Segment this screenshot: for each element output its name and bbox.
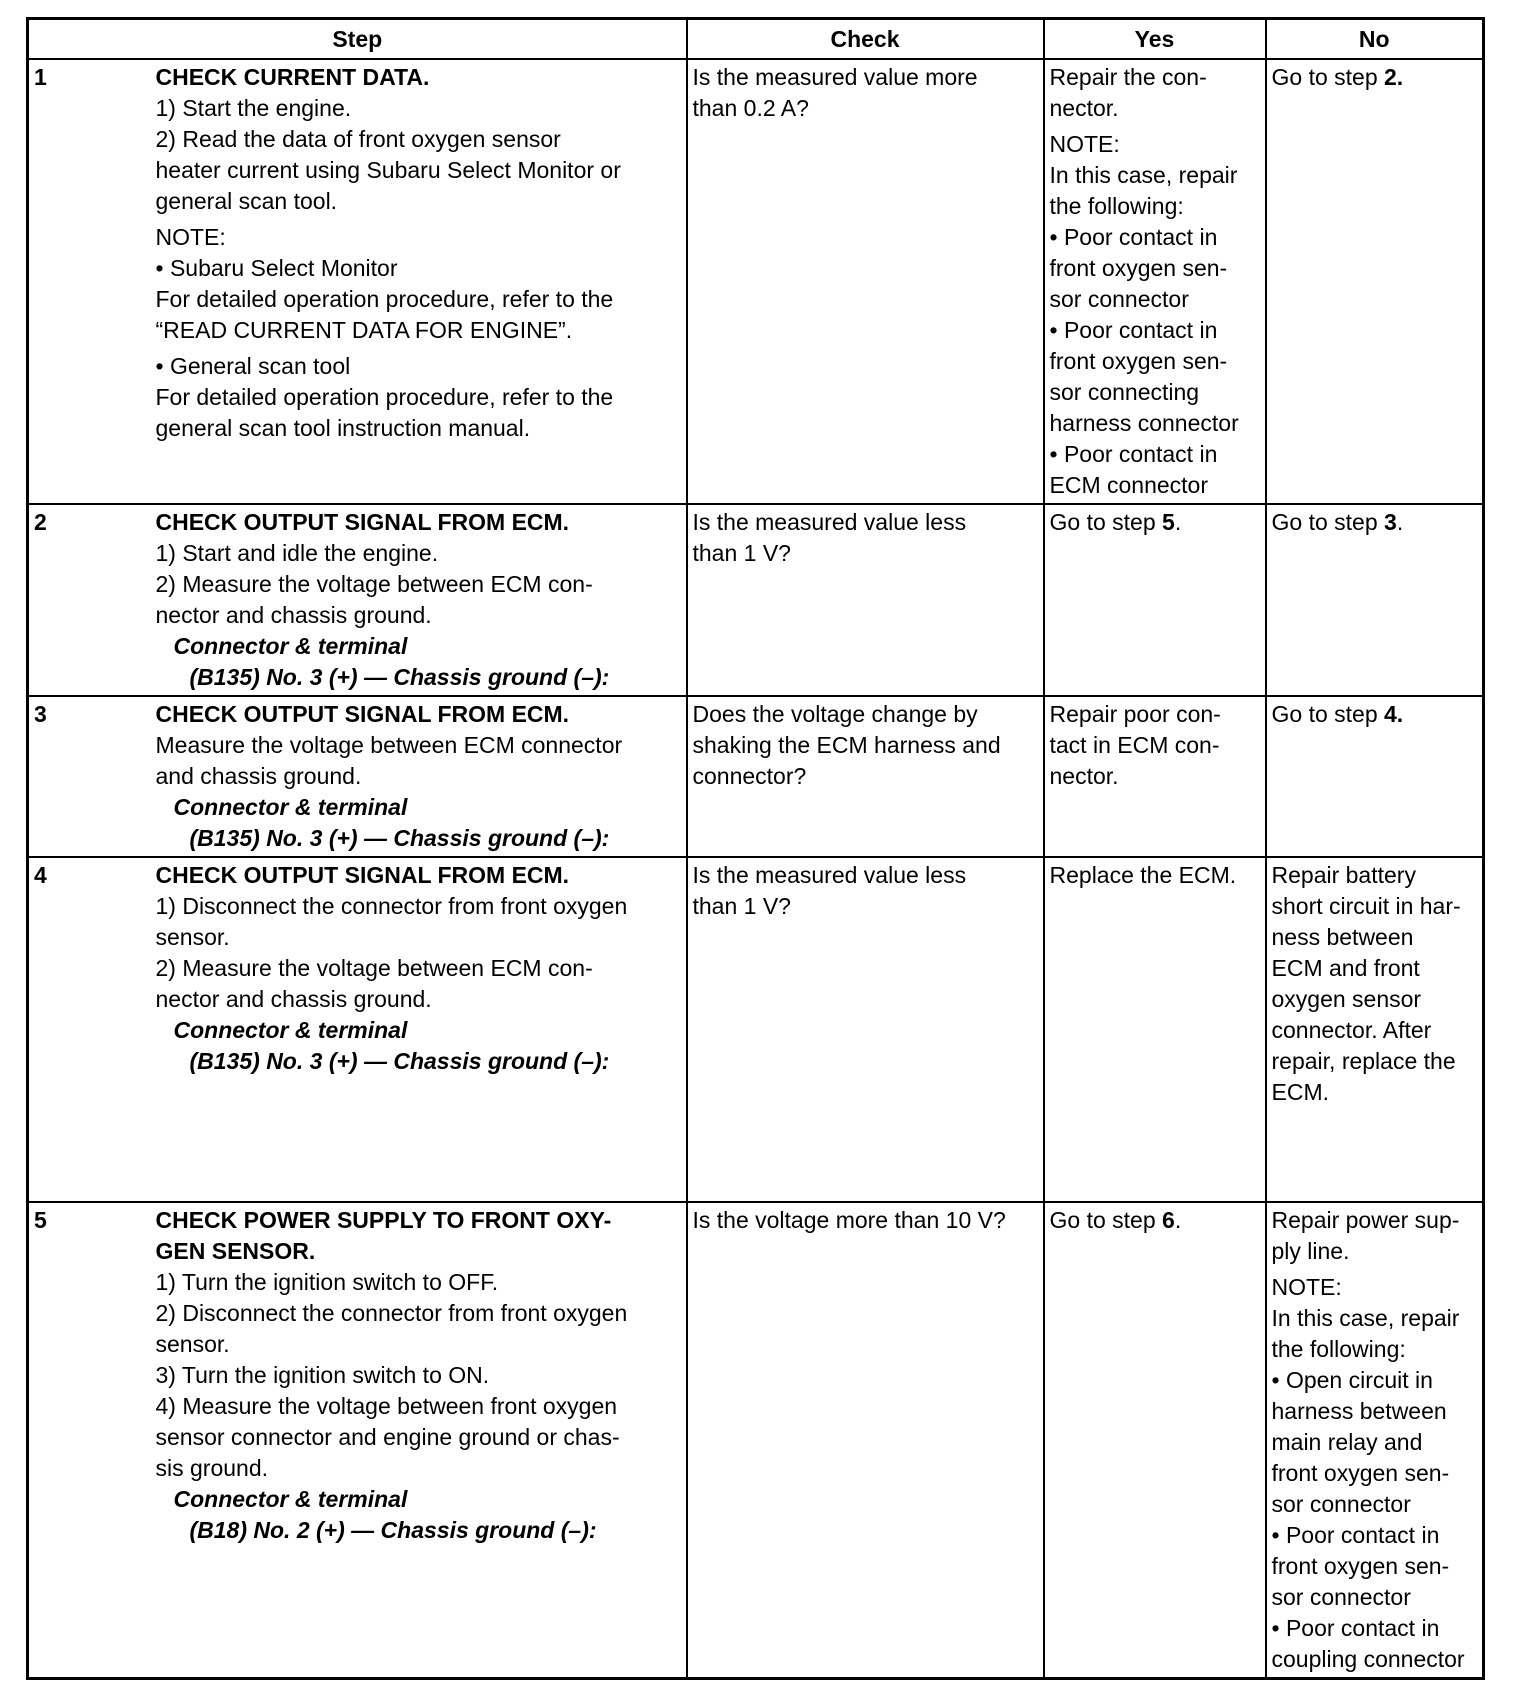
step-number: 4 <box>28 857 151 1202</box>
yes-line: tact in ECM con- <box>1049 732 1220 758</box>
no-text: Go to step <box>1271 701 1385 727</box>
yes-line: nector. <box>1049 763 1119 789</box>
check-line: Does the voltage change by <box>692 701 978 727</box>
step-line: 1) Start and idle the engine. <box>155 540 439 566</box>
no-line: • Poor contact in <box>1271 1615 1440 1641</box>
step-description <box>151 1202 687 1679</box>
no-line: • Open circuit in <box>1271 1367 1433 1393</box>
no-line: oxygen sensor <box>1271 986 1422 1012</box>
step-line: 2) Measure the voltage between ECM con- <box>155 955 593 981</box>
yes-text: . <box>1174 1207 1182 1233</box>
step-line: and chassis ground. <box>155 763 362 789</box>
no-line: ply line. <box>1271 1238 1350 1264</box>
step-line: 2) Disconnect the connector from front oxygen <box>155 1300 628 1326</box>
step-description <box>151 696 687 857</box>
step-number: 5 <box>28 1202 151 1679</box>
no-line: ECM and front <box>1271 955 1420 981</box>
yes-cell <box>1044 696 1266 857</box>
table-row <box>28 59 1484 504</box>
connector-terminal: (B135) No. 3 (+) — Chassis ground (–): <box>189 825 610 851</box>
no-line: ness between <box>1271 924 1414 950</box>
no-cell <box>1266 504 1484 696</box>
connector-label: Connector & terminal <box>173 1486 408 1512</box>
step-line: 4) Measure the voltage between front oxygen <box>155 1393 618 1419</box>
step-line: • General scan tool <box>155 353 351 379</box>
yes-line: • Poor contact in <box>1049 317 1218 343</box>
check-cell <box>687 504 1044 696</box>
yes-line: Repair the con- <box>1049 64 1207 90</box>
check-line: connector? <box>692 763 807 789</box>
yes-line: front oxygen sen- <box>1049 348 1228 374</box>
no-line: the following: <box>1271 1336 1406 1362</box>
connector-label: Connector & terminal <box>173 1017 408 1043</box>
yes-line: Repair poor con- <box>1049 701 1221 727</box>
step-title: CHECK OUTPUT SIGNAL FROM ECM. <box>155 701 570 727</box>
step-line: 2) Measure the voltage between ECM con- <box>155 571 593 597</box>
step-line: For detailed operation procedure, refer to the <box>155 286 614 312</box>
yes-line: ECM connector <box>1049 472 1209 498</box>
step-line: For detailed operation procedure, refer to the <box>155 384 614 410</box>
table-row <box>28 696 1484 857</box>
step-ref: 5 <box>1162 509 1175 535</box>
table-row <box>28 857 1484 1202</box>
step-line: • Subaru Select Monitor <box>155 255 398 281</box>
connector-terminal: (B135) No. 3 (+) — Chassis ground (–): <box>189 1048 610 1074</box>
step-number: 1 <box>28 59 151 504</box>
step-title: CHECK OUTPUT SIGNAL FROM ECM. <box>155 509 570 535</box>
no-line: Repair power sup- <box>1271 1207 1460 1233</box>
step-ref: 3 <box>1384 509 1397 535</box>
step-line: sis ground. <box>155 1455 269 1481</box>
check-line: Is the measured value more <box>692 64 978 90</box>
no-text: Go to step <box>1271 509 1385 535</box>
step-line: heater current using Subaru Select Monitor or <box>155 157 621 183</box>
yes-cell <box>1044 1202 1266 1679</box>
check-line: than 1 V? <box>692 540 791 566</box>
no-line: coupling connector <box>1271 1646 1465 1672</box>
no-text: Go to step <box>1271 64 1385 90</box>
check-cell <box>687 696 1044 857</box>
check-line: than 1 V? <box>692 893 791 919</box>
no-text: . <box>1396 509 1404 535</box>
note-label: NOTE: <box>1049 131 1120 157</box>
no-cell <box>1266 696 1484 857</box>
yes-text: . <box>1174 509 1182 535</box>
step-line: general scan tool instruction manual. <box>155 415 531 441</box>
step-line: general scan tool. <box>155 188 338 214</box>
header-step: Step <box>28 19 687 60</box>
step-number: 2 <box>28 504 151 696</box>
step-line: “READ CURRENT DATA FOR ENGINE”. <box>155 317 573 343</box>
no-line: sor connector <box>1271 1491 1411 1517</box>
no-line: front oxygen sen- <box>1271 1460 1450 1486</box>
yes-line: sor connecting <box>1049 379 1200 405</box>
step-line: nector and chassis ground. <box>155 986 432 1012</box>
step-title: CHECK CURRENT DATA. <box>155 64 430 90</box>
step-line: 1) Disconnect the connector from front oxygen <box>155 893 628 919</box>
connector-terminal: (B135) No. 3 (+) — Chassis ground (–): <box>189 664 610 690</box>
yes-line: Replace the ECM. <box>1049 862 1237 888</box>
step-line: 3) Turn the ignition switch to ON. <box>155 1362 490 1388</box>
step-title: GEN SENSOR. <box>155 1238 316 1264</box>
header-yes: Yes <box>1044 19 1266 60</box>
step-title: CHECK OUTPUT SIGNAL FROM ECM. <box>155 862 570 888</box>
step-line: sensor. <box>155 924 230 950</box>
no-line: ECM. <box>1271 1079 1329 1105</box>
yes-line: the following: <box>1049 193 1184 219</box>
diagnostic-table <box>26 17 1485 1680</box>
note-label: NOTE: <box>1271 1274 1342 1300</box>
step-line: 2) Read the data of front oxygen sensor <box>155 126 561 152</box>
check-line: Is the measured value less <box>692 509 967 535</box>
step-ref: 6 <box>1162 1207 1175 1233</box>
no-line: sor connector <box>1271 1584 1411 1610</box>
step-line: 1) Start the engine. <box>155 95 352 121</box>
check-cell <box>687 857 1044 1202</box>
no-cell <box>1266 1202 1484 1679</box>
yes-line: In this case, repair <box>1049 162 1238 188</box>
note-label: NOTE: <box>155 224 226 250</box>
header-check: Check <box>687 19 1044 60</box>
step-description <box>151 59 687 504</box>
no-line: front oxygen sen- <box>1271 1553 1450 1579</box>
no-line: harness between <box>1271 1398 1447 1424</box>
step-line: Measure the voltage between ECM connector <box>155 732 623 758</box>
connector-terminal: (B18) No. 2 (+) — Chassis ground (–): <box>189 1517 597 1543</box>
yes-line: • Poor contact in <box>1049 224 1218 250</box>
no-cell <box>1266 59 1484 504</box>
check-line: Is the voltage more than 10 V? <box>692 1207 1006 1233</box>
step-line: 1) Turn the ignition switch to OFF. <box>155 1269 499 1295</box>
step-ref: 2. <box>1384 64 1404 90</box>
table-row <box>28 1202 1484 1679</box>
step-number: 3 <box>28 696 151 857</box>
no-cell <box>1266 857 1484 1202</box>
connector-label: Connector & terminal <box>173 633 408 659</box>
table-row <box>28 504 1484 696</box>
header-no: No <box>1266 19 1484 60</box>
yes-cell <box>1044 857 1266 1202</box>
step-line: nector and chassis ground. <box>155 602 432 628</box>
no-line: connector. After <box>1271 1017 1432 1043</box>
connector-label: Connector & terminal <box>173 794 408 820</box>
check-line: shaking the ECM harness and <box>692 732 1001 758</box>
step-description <box>151 857 687 1202</box>
table-header-row <box>28 19 1484 60</box>
check-cell <box>687 59 1044 504</box>
step-line: sensor. <box>155 1331 230 1357</box>
yes-cell <box>1044 59 1266 504</box>
check-cell <box>687 1202 1044 1679</box>
step-ref: 4. <box>1384 701 1404 727</box>
yes-line: nector. <box>1049 95 1119 121</box>
step-description <box>151 504 687 696</box>
step-line: sensor connector and engine ground or chas- <box>155 1424 620 1450</box>
no-line: repair, replace the <box>1271 1048 1456 1074</box>
check-line: Is the measured value less <box>692 862 967 888</box>
no-line: Repair battery <box>1271 862 1416 888</box>
check-line: than 0.2 A? <box>692 95 809 121</box>
yes-cell <box>1044 504 1266 696</box>
yes-line: harness connector <box>1049 410 1239 436</box>
yes-text: Go to step <box>1049 509 1163 535</box>
yes-line: front oxygen sen- <box>1049 255 1228 281</box>
no-line: In this case, repair <box>1271 1305 1460 1331</box>
no-line: • Poor contact in <box>1271 1522 1440 1548</box>
no-line: main relay and <box>1271 1429 1423 1455</box>
step-title: CHECK POWER SUPPLY TO FRONT OXY- <box>155 1207 612 1233</box>
yes-text: Go to step <box>1049 1207 1163 1233</box>
no-line: short circuit in har- <box>1271 893 1461 919</box>
yes-line: sor connector <box>1049 286 1189 312</box>
yes-line: • Poor contact in <box>1049 441 1218 467</box>
